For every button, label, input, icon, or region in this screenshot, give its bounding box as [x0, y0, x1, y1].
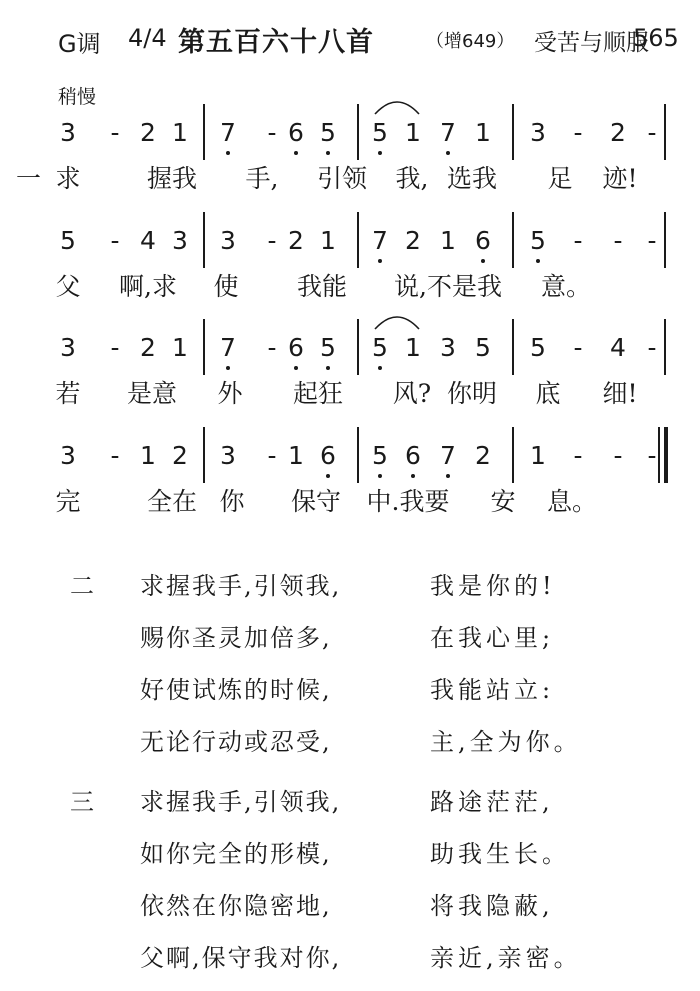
note: - — [647, 226, 657, 255]
note: - — [573, 226, 583, 255]
note: - — [267, 441, 277, 470]
barline — [512, 427, 514, 483]
lyric-syllable: 我, — [395, 164, 429, 193]
lyric-syllable: 起狂 — [292, 379, 344, 408]
note: - — [647, 441, 657, 470]
note: - — [613, 441, 623, 470]
verse-line-left: 父啊,保守我对你, — [140, 944, 342, 972]
note: 2 — [172, 441, 188, 470]
note: 7 — [372, 226, 388, 255]
low-octave-dot — [326, 474, 330, 478]
lyric-syllable: 说,不是我 — [394, 272, 502, 301]
note: 7 — [220, 118, 236, 147]
low-octave-dot — [326, 366, 330, 370]
note: 1 — [405, 118, 421, 147]
lyric-syllable: 若 — [55, 379, 81, 408]
lyric-syllable: 安 — [490, 487, 516, 516]
low-octave-dot — [294, 151, 298, 155]
note: 6 — [288, 118, 304, 147]
barline — [357, 427, 359, 483]
tempo-marking: 稍慢 — [58, 86, 97, 108]
verse-number: 三 — [70, 788, 94, 816]
key-signature: G调 — [58, 30, 101, 58]
note: - — [573, 441, 583, 470]
note: 6 — [405, 441, 421, 470]
note: - — [110, 441, 120, 470]
note: 3 — [220, 226, 236, 255]
note: - — [110, 333, 120, 362]
low-octave-dot — [446, 474, 450, 478]
lyric-syllable: 完 — [55, 487, 81, 516]
barline — [203, 212, 205, 268]
note: 3 — [60, 441, 76, 470]
note: 6 — [288, 333, 304, 362]
lyric-syllable: 手, — [245, 164, 279, 193]
verse-one-marker: 一 — [16, 164, 42, 193]
final-barline — [664, 427, 668, 483]
note: - — [267, 333, 277, 362]
note: 1 — [320, 226, 336, 255]
verse-line-right: 将我隐蔽, — [430, 892, 554, 920]
note: - — [267, 118, 277, 147]
low-octave-dot — [378, 259, 382, 263]
lyric-syllable: 你 — [219, 487, 245, 516]
lyric-syllable: 中.我要 — [366, 487, 450, 516]
note: 4 — [610, 333, 626, 362]
barline — [512, 212, 514, 268]
verse-line-right: 助我生长。 — [430, 840, 570, 868]
lyric-syllable: 求 — [55, 164, 81, 193]
note: 7 — [440, 118, 456, 147]
verse-line-right: 我能站立: — [430, 676, 555, 704]
barline — [664, 212, 666, 268]
hymn-theme: 受苦与顺服 — [534, 30, 649, 56]
barline — [357, 212, 359, 268]
barline — [357, 104, 359, 160]
low-octave-dot — [378, 474, 382, 478]
page-number: 565 — [633, 24, 679, 52]
verse-line-left: 依然在你隐密地, — [140, 892, 332, 920]
verse-line-right: 在我心里; — [430, 624, 555, 652]
lyric-syllable: 风? — [392, 379, 432, 408]
verse-line-right: 我是你的! — [430, 572, 556, 600]
verse-line-left: 好使试炼的时候, — [140, 676, 332, 704]
note: 2 — [140, 118, 156, 147]
final-barline-thin — [658, 427, 660, 483]
note: 2 — [610, 118, 626, 147]
note: 1 — [288, 441, 304, 470]
note: 3 — [60, 118, 76, 147]
note: 1 — [475, 118, 491, 147]
note: 3 — [440, 333, 456, 362]
note: 4 — [140, 226, 156, 255]
note: 5 — [475, 333, 491, 362]
lyric-syllable: 意。 — [540, 272, 592, 301]
lyric-syllable: 足 — [547, 164, 573, 193]
barline — [512, 104, 514, 160]
low-octave-dot — [294, 366, 298, 370]
barline — [357, 319, 359, 375]
verse-line-left: 无论行动或忍受, — [140, 728, 332, 756]
verse-line-left: 赐你圣灵加倍多, — [140, 624, 332, 652]
time-signature: 4/4 — [128, 24, 167, 52]
hymn-reference: （增649） — [426, 31, 515, 52]
low-octave-dot — [481, 259, 485, 263]
verse-line-left: 求握我手,引领我, — [140, 788, 342, 816]
note: 2 — [288, 226, 304, 255]
lyric-syllable: 迹! — [602, 164, 638, 193]
note: - — [110, 118, 120, 147]
slur — [372, 311, 422, 331]
note: 5 — [372, 333, 388, 362]
note: 5 — [530, 226, 546, 255]
note: 1 — [172, 118, 188, 147]
barline — [203, 427, 205, 483]
note: 5 — [60, 226, 76, 255]
note: 2 — [475, 441, 491, 470]
note: 3 — [220, 441, 236, 470]
lyric-syllable: 底 — [535, 379, 561, 408]
low-octave-dot — [446, 151, 450, 155]
slur — [372, 96, 422, 116]
verse-line-left: 如你完全的形模, — [140, 840, 332, 868]
lyric-syllable: 使 — [213, 272, 239, 301]
lyric-syllable: 细! — [602, 379, 638, 408]
note: 2 — [140, 333, 156, 362]
lyric-syllable: 你明 — [446, 379, 498, 408]
lyric-syllable: 啊,求 — [119, 272, 177, 301]
lyric-syllable: 引领 — [316, 164, 368, 193]
hymn-title: 第五百六十八首 — [178, 27, 374, 58]
note: 7 — [440, 441, 456, 470]
low-octave-dot — [411, 474, 415, 478]
note: 2 — [405, 226, 421, 255]
note: 1 — [440, 226, 456, 255]
note: - — [647, 333, 657, 362]
verse-line-right: 亲近,亲密。 — [430, 944, 582, 972]
barline — [512, 319, 514, 375]
lyric-syllable: 父 — [55, 272, 81, 301]
verse-line-right: 主,全为你。 — [430, 728, 582, 756]
note: - — [573, 333, 583, 362]
note: 1 — [140, 441, 156, 470]
barline — [664, 104, 666, 160]
barline — [664, 319, 666, 375]
note: - — [110, 226, 120, 255]
lyric-syllable: 保守 — [290, 487, 342, 516]
note: 5 — [320, 333, 336, 362]
note: 1 — [530, 441, 546, 470]
barline — [203, 104, 205, 160]
lyric-syllable: 是意 — [126, 379, 178, 408]
verse-number: 二 — [70, 572, 94, 600]
low-octave-dot — [226, 151, 230, 155]
note: 5 — [372, 441, 388, 470]
lyric-syllable: 全在 — [146, 487, 198, 516]
note: - — [647, 118, 657, 147]
note: 3 — [530, 118, 546, 147]
note: 5 — [372, 118, 388, 147]
note: 3 — [172, 226, 188, 255]
note: 1 — [405, 333, 421, 362]
note: - — [573, 118, 583, 147]
lyric-syllable: 握我 — [146, 164, 198, 193]
note: 6 — [320, 441, 336, 470]
lyric-syllable: 选我 — [446, 164, 498, 193]
note: 5 — [320, 118, 336, 147]
note: 6 — [475, 226, 491, 255]
barline — [203, 319, 205, 375]
low-octave-dot — [226, 366, 230, 370]
note: 1 — [172, 333, 188, 362]
low-octave-dot — [378, 366, 382, 370]
low-octave-dot — [326, 151, 330, 155]
note: - — [267, 226, 277, 255]
lyric-syllable: 息。 — [546, 487, 598, 516]
note: 7 — [220, 333, 236, 362]
note: - — [613, 226, 623, 255]
verse-line-left: 求握我手,引领我, — [140, 572, 342, 600]
lyric-syllable: 外 — [217, 379, 243, 408]
low-octave-dot — [536, 259, 540, 263]
verse-line-right: 路途茫茫, — [430, 788, 554, 816]
low-octave-dot — [378, 151, 382, 155]
note: 5 — [530, 333, 546, 362]
lyric-syllable: 我能 — [296, 272, 348, 301]
note: 3 — [60, 333, 76, 362]
